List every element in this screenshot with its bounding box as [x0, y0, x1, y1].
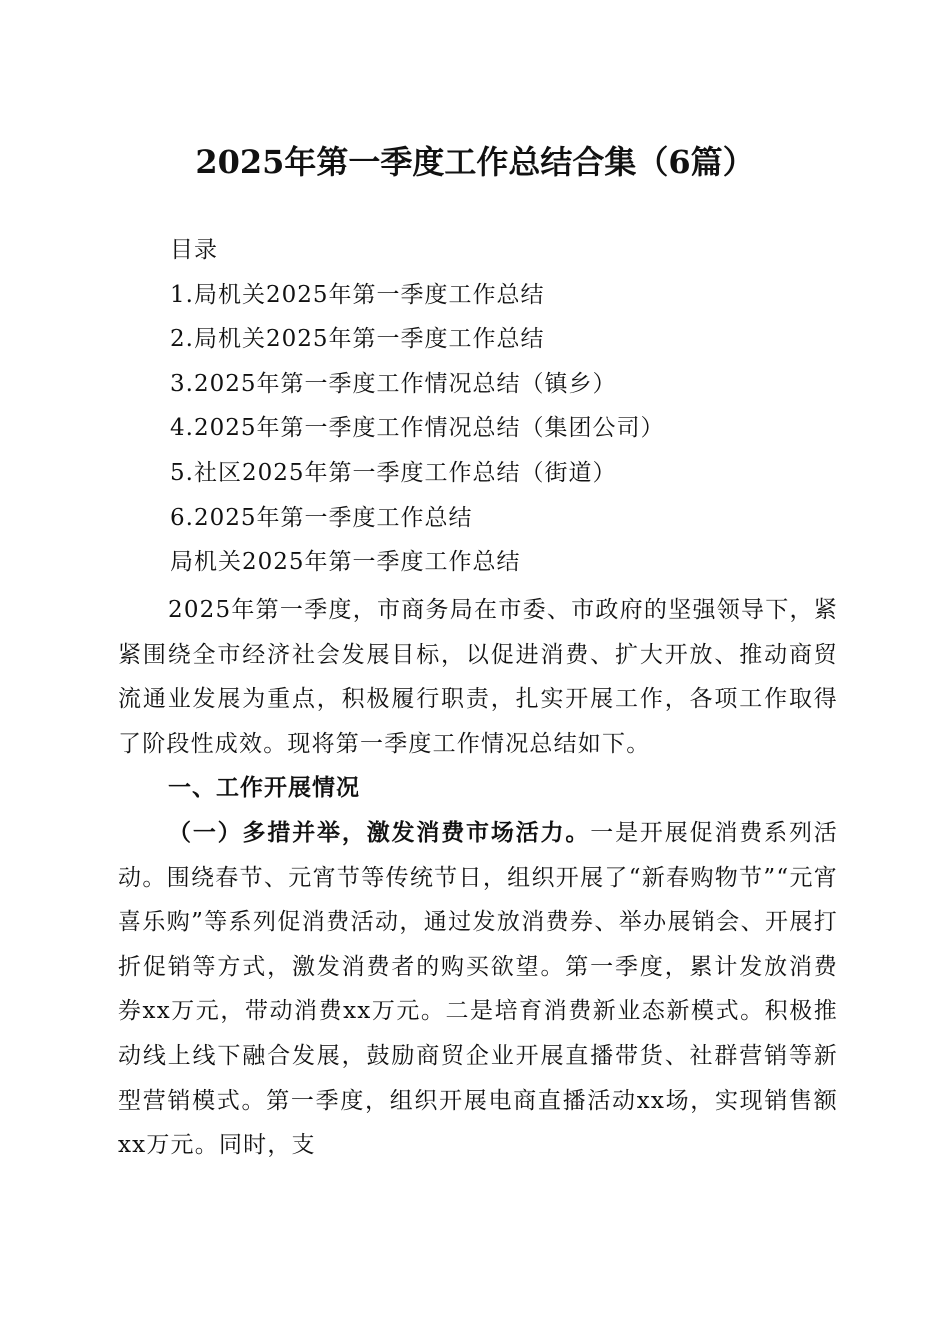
toc-item: 1.局机关2025年第一季度工作总结	[170, 281, 545, 308]
table-of-contents	[170, 228, 870, 585]
toc-item: 2.局机关2025年第一季度工作总结	[170, 326, 545, 353]
intro-paragraph: 2025年第一季度，市商务局在市委、市政府的坚强领导下，紧紧围绕全市经济社会发展目标，以促进消费、扩大开放、推动商贸流通业发展为重点，积极履行职责，扎实开展工作，各项工作取得了阶段性成效。现将第一季度工作情况总结如下。	[118, 597, 838, 757]
document-body	[118, 588, 838, 1168]
document-title: 2025年第一季度工作总结合集（6篇）	[195, 143, 755, 181]
heading-level-1: 一、工作开展情况	[168, 775, 360, 802]
toc-item: 5.社区2025年第一季度工作总结（街道）	[170, 459, 617, 486]
sub-paragraph-text: 一是开展促消费系列活动。围绕春节、元宵节等传统节日，组织开展了“新春购物节”“元宵喜乐购”等系列促消费活动，通过发放消费券、举办展销会、开展打折促销等方式，激发消费者的购买欲望。第一季度，累计发放消费券xx万元，带动消费xx万元。二是培育消费新业态新模式。积极推动线上线下融合发展，鼓励商贸企业开展直播带货、社群营销等新型营销模式。第一季度，组织开展电商直播活动xx场，实现销售额xx万元。同时，支	[118, 819, 838, 1159]
sub-section-paragraph	[118, 811, 838, 1168]
toc-item: 4.2025年第一季度工作情况总结（集团公司）	[170, 415, 665, 442]
sub-heading: （一）多措并举，激发消费市场活力。	[168, 818, 591, 846]
toc-item: 6.2025年第一季度工作总结	[170, 504, 473, 531]
toc-heading: 目录	[170, 237, 218, 263]
toc-item: 3.2025年第一季度工作情况总结（镇乡）	[170, 370, 617, 397]
section-title: 局机关2025年第一季度工作总结	[170, 549, 521, 576]
